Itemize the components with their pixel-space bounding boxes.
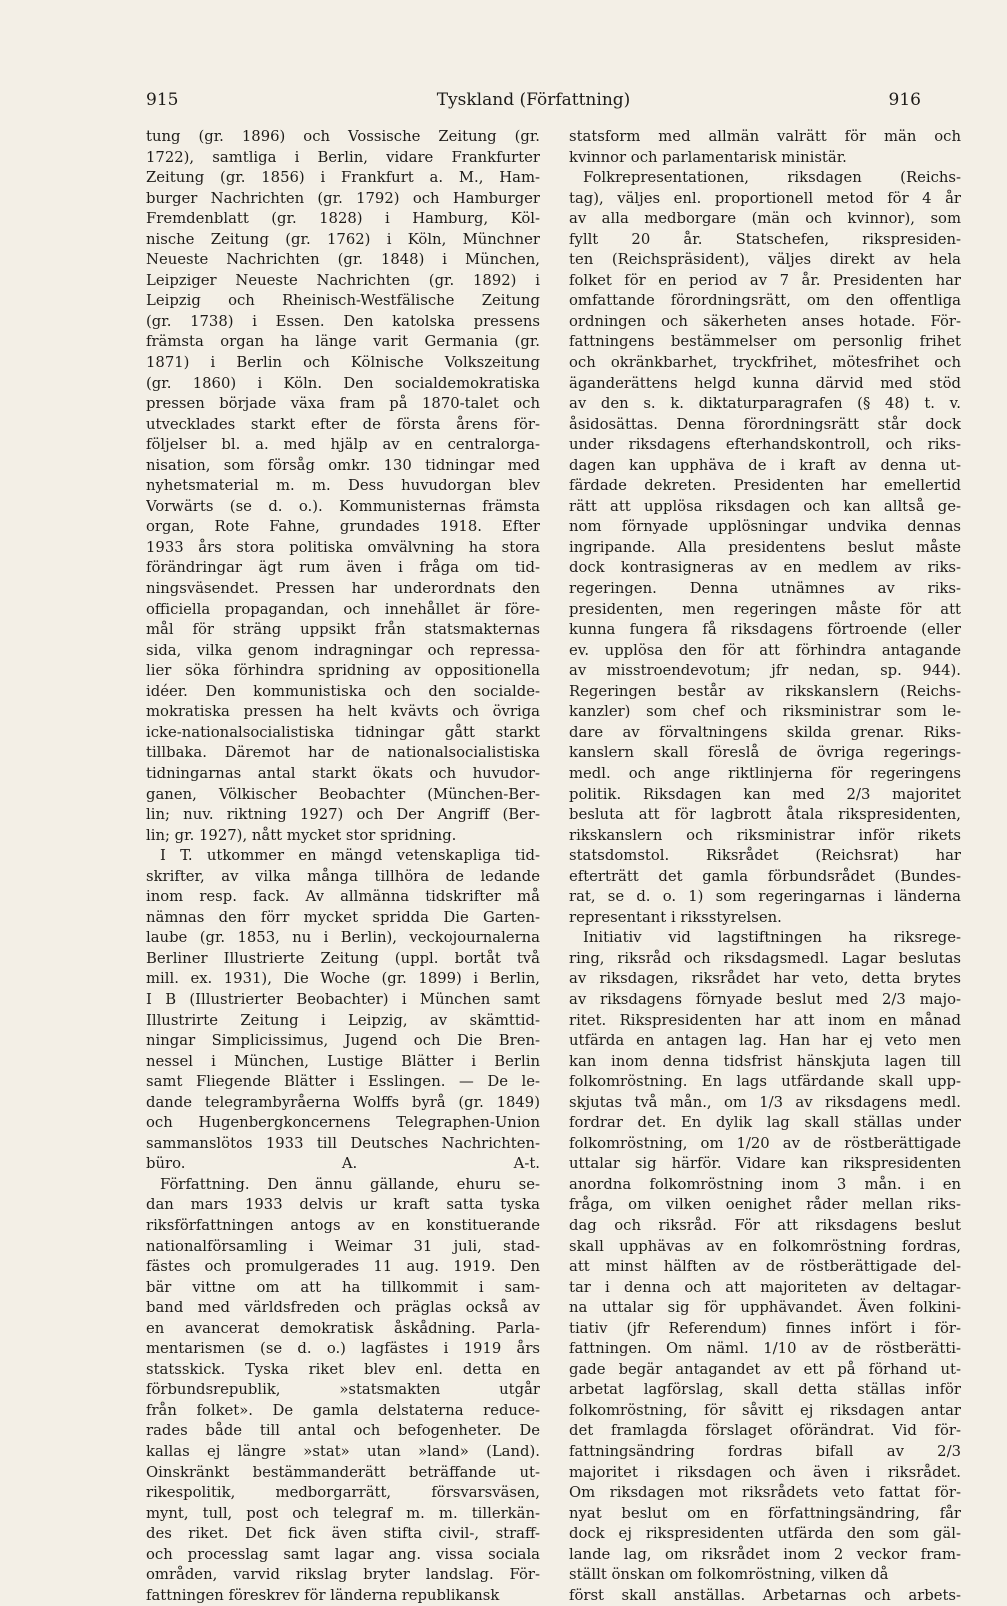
text-line: skall upphävas av en folkomröstning fordras, <box>569 1237 961 1255</box>
text-line: tiativ (jfr Referendum) finnes infört i för- <box>569 1319 961 1337</box>
text-line: 1871) i Berlin och Kölnische Volkszeitung <box>146 354 540 372</box>
text-line: Initiativ vid lagstiftningen ha riksrege- <box>583 929 961 947</box>
text-line: lin; gr. 1927), nått mycket stor spridning. <box>146 826 457 844</box>
text-line: äganderättens helgd kunna därvid med stöd <box>569 374 961 392</box>
text-line: anordna folkomröstning inom 3 mån. i en <box>569 1175 961 1193</box>
text-line: åsidosättas. Denna förordningsrätt står dock <box>569 415 961 433</box>
text-line: skrifter, av vilka många tillhöra de ledande <box>146 867 540 885</box>
text-line: nom förnyade upplösningar undvika dennas <box>569 518 961 536</box>
text-line: idéer. Den kommunistiska och den socialde- <box>146 682 540 700</box>
text-line: band med världsfreden och präglas också av <box>146 1299 540 1317</box>
text-line: na uttalar sig för upphävandet. Även folkini- <box>569 1299 961 1317</box>
text-line: rat, se d. o. 1) som regeringarnas i länderna <box>569 888 961 906</box>
text-line: utfärda en antagen lag. Han har ej veto men <box>569 1032 961 1050</box>
text-line: främsta organ ha länge varit Germania (gr. <box>146 333 540 351</box>
text-line: från folket». De gamla delstaterna reduce- <box>146 1401 540 1419</box>
text-line: lande lag, om riksrådet inom 2 veckor fram- <box>569 1545 961 1563</box>
text-line: fyllt 20 år. Statschefen, rikspresiden- <box>569 230 961 248</box>
text-line: ingripande. Alla presidentens beslut måste <box>569 538 961 556</box>
text-line: I B (Illustrierter Beobachter) i München samt <box>146 990 540 1008</box>
text-line: tag), väljes enl. proportionell metod för 4 år <box>569 189 961 207</box>
text-line: nessel i München, Lustige Blätter i Berlin <box>146 1052 540 1070</box>
left-text-column <box>146 127 540 1606</box>
text-line: rätt att upplösa riksdagen och kan alltså ge- <box>569 497 961 515</box>
text-line: Vorwärts (se d. o.). Kommunisternas främsta <box>146 497 540 515</box>
text-line: ningar Simplicissimus, Jugend och Die Bren- <box>146 1032 540 1050</box>
text-line: ten (Reichspräsident), väljes direkt av hela <box>569 251 961 269</box>
text-line: följelser bl. a. med hjälp av en centralorga- <box>146 436 540 454</box>
text-line: (gr. 1738) i Essen. Den katolska pressens <box>146 312 540 330</box>
text-line: ritet. Rikspresidenten har att inom en månad <box>569 1011 961 1029</box>
text-line: ordningen och säkerheten anses hotade. För- <box>569 312 961 330</box>
text-line: fattningens bestämmelser om personlig frihet <box>569 333 961 351</box>
text-line: rikespolitik, medborgarrätt, försvarsväsen, <box>146 1484 540 1502</box>
text-line: omfattande förordningsrätt, om den offentliga <box>569 292 961 310</box>
text-line: 1722), samtliga i Berlin, vidare Frankfurter <box>146 148 540 166</box>
text-line: majoritet i riksdagen och även i riksrådet. <box>569 1463 961 1481</box>
text-line: Oinskränkt bestämmanderätt beträffande ut- <box>146 1463 540 1481</box>
text-line: nyat beslut om en författningsändring, får <box>569 1504 961 1522</box>
text-line: Leipzig och Rheinisch-Westfälische Zeitung <box>146 292 540 310</box>
running-title: Tyskland (Författning) <box>436 90 631 110</box>
text-line: fattningsändring fordras bifall av 2/3 <box>569 1443 961 1460</box>
text-line: dan mars 1933 delvis ur kraft satta tyska <box>146 1196 540 1214</box>
text-line: Neueste Nachrichten (gr. 1848) i München, <box>146 251 540 269</box>
text-line: regeringen. Denna utnämnes av riks- <box>569 580 961 598</box>
text-line: rades både till antal och befogenheter. De <box>146 1422 540 1440</box>
right-text-column <box>569 127 961 1606</box>
text-line: kunna fungera få riksdagens förtroende (eller <box>569 621 961 639</box>
text-line: ganen, Völkischer Beobachter (München-Ber- <box>146 785 540 803</box>
text-line: Zeitung (gr. 1856) i Frankfurt a. M., Ham- <box>146 169 540 187</box>
text-line: nische Zeitung (gr. 1762) i Köln, Münchner <box>146 230 540 248</box>
text-line: icke-nationalsocialistiska tidningar gått starkt <box>146 723 540 741</box>
text-line: kan inom denna tidsfrist hänskjuta lagen till <box>569 1052 961 1070</box>
text-line: en avancerat demokratisk åskådning. Parla- <box>146 1319 540 1337</box>
text-line: dare av förvaltningens skilda grenar. Riks- <box>569 723 961 741</box>
text-line: ev. upplösa den för att förhindra antagande <box>569 641 961 659</box>
right-page-number: 916 <box>888 90 921 110</box>
text-line: nämnas den förr mycket spridda Die Garten- <box>146 908 540 926</box>
text-line: fästes och promulgerades 11 aug. 1919. Den <box>146 1258 540 1276</box>
text-line: av riksdagen, riksrådet har veto, detta brytes <box>569 970 961 988</box>
text-line: ningsväsendet. Pressen har underordnats den <box>146 580 540 598</box>
text-line: inom resp. fack. Av allmänna tidskrifter må <box>146 888 540 906</box>
text-line: Illustrirte Zeitung i Leipzig, av skämttid- <box>146 1011 540 1029</box>
text-line: folkomröstning, för såvitt ej riksdagen antar <box>569 1401 961 1419</box>
text-line: folkomröstning, om 1/20 av de röstberättigade <box>569 1134 961 1152</box>
text-line: av riksdagens förnyade beslut med 2/3 majo- <box>569 990 961 1008</box>
text-line: officiella propagandan, och innehållet är före- <box>146 600 540 618</box>
text-line: Leipziger Neueste Nachrichten (gr. 1892) i <box>146 271 540 289</box>
text-line: des riket. Det fick även stifta civil-, straff- <box>146 1525 540 1543</box>
text-line: lin; nuv. riktning 1927) och Der Angriff (Ber- <box>146 806 540 824</box>
text-line: av alla medborgare (män och kvinnor), som <box>569 210 961 228</box>
text-line: dagen kan upphäva de i kraft av denna ut- <box>569 456 961 474</box>
text-line: kvinnor och parlamentarisk ministär. <box>569 148 847 166</box>
text-line: områden, varvid rikslag bryter landslag. För- <box>146 1566 540 1584</box>
text-line: I T. utkommer en mängd vetenskapliga tid- <box>160 847 540 865</box>
text-line: tillbaka. Däremot har de nationalsocialistiska <box>146 744 540 762</box>
text-line: och Hugenbergkoncernens Telegraphen-Union <box>146 1114 540 1132</box>
text-line: av den s. k. diktaturparagrafen (§ 48) t. v. <box>569 395 961 413</box>
text-line: representant i riksstyrelsen. <box>569 908 782 926</box>
text-line: organ, Rote Fahne, grundades 1918. Efter <box>146 518 540 536</box>
text-line: bär vittne om att ha tillkommit i sam- <box>146 1278 540 1296</box>
text-line: av misstroendevotum; jfr nedan, sp. 944). <box>569 662 961 680</box>
text-line: Berliner Illustrierte Zeitung (uppl. bortåt två <box>146 949 540 967</box>
page-header <box>146 90 921 120</box>
text-line: riksförfattningen antogs av en konstituerande <box>146 1216 540 1234</box>
left-page-number: 915 <box>146 90 179 110</box>
text-line: mål för sträng uppsikt från statsmakternas <box>146 621 540 639</box>
text-line: statsskick. Tyska riket blev enl. detta en <box>146 1360 540 1378</box>
text-line: statsform med allmän valrätt för män och <box>569 128 961 145</box>
text-line: ring, riksråd och riksdagsmedl. Lagar beslutas <box>569 949 961 967</box>
text-line: uttalar sig härför. Vidare kan rikspresidenten <box>569 1155 961 1173</box>
text-line: kallas ej längre »stat» utan »land» (Land). <box>146 1443 540 1460</box>
text-line: lier söka förhindra spridning av oppositionella <box>146 662 540 680</box>
text-line: sammanslötos 1933 till Deutsches Nachrichten- <box>146 1134 540 1152</box>
text-line: nisation, som försåg omkr. 130 tidningar med <box>146 456 540 474</box>
text-line: dock kontrasigneras av en medlem av riks- <box>569 559 961 577</box>
text-line: folket för en period av 7 år. Presidenten har <box>569 271 961 289</box>
text-line: dock ej rikspresidenten utfärda den som gäl- <box>569 1525 961 1543</box>
text-line: tar i denna och att majoriteten av deltagar- <box>569 1278 961 1296</box>
text-line: mokratiska pressen ha helt kvävts och övriga <box>146 703 540 721</box>
text-line: nyhetsmaterial m. m. Dess huvudorgan blev <box>146 477 540 495</box>
text-line: först skall anställas. Arbetarnas och arbets- <box>569 1586 961 1604</box>
text-line: mynt, tull, post och telegraf m. m. tillerkän- <box>146 1504 540 1522</box>
text-line: mill. ex. 1931), Die Woche (gr. 1899) i Berlin, <box>146 970 540 988</box>
text-line: fattningen. Om näml. 1/10 av de röstberätti- <box>569 1340 961 1358</box>
text-line: laube (gr. 1853, nu i Berlin), veckojournalerna <box>146 929 540 947</box>
text-line: fråga, om vilken oenighet råder mellan riks- <box>569 1196 961 1214</box>
text-line: statsdomstol. Riksrådet (Reichsrat) har <box>569 847 961 865</box>
text-line: gade begär antagandet av ett på förhand ut- <box>569 1360 961 1378</box>
text-line: kanslern skall föreslå de övriga regerings- <box>569 744 961 762</box>
text-line: burger Nachrichten (gr. 1792) och Hamburger <box>146 189 540 207</box>
text-line: medl. och ange riktlinjerna för regeringens <box>569 764 961 782</box>
text-line: samt Fliegende Blätter i Esslingen. — De le- <box>146 1073 540 1091</box>
text-line: Regeringen består av rikskanslern (Reichs- <box>569 682 961 700</box>
text-line: och processlag samt lagar ang. vissa sociala <box>146 1545 540 1563</box>
text-line: utvecklades starkt efter de första årens för- <box>146 415 540 433</box>
text-line: besluta att för lagbrott åtala rikspresidenten, <box>569 806 961 824</box>
text-line: Folkrepresentationen, riksdagen (Reichs- <box>583 169 961 187</box>
text-line: fordrar det. En dylik lag skall ställas under <box>569 1114 961 1132</box>
text-line: skjutas två mån., om 1/3 av riksdagens medl. <box>569 1093 961 1111</box>
text-line: folkomröstning. En lags utfärdande skall upp- <box>569 1073 961 1091</box>
text-line: dande telegrambyråerna Wolffs byrå (gr. 1849) <box>146 1093 540 1111</box>
text-line: politik. Riksdagen kan med 2/3 majoritet <box>569 785 961 803</box>
text-line: kanzler) som chef och riksministrar som le- <box>569 703 961 721</box>
text-line: efterträtt det gamla förbundsrådet (Bundes- <box>569 867 961 885</box>
text-line: förbundsrepublik, »statsmakten utgår <box>146 1381 540 1399</box>
text-line: arbetat lagförslag, skall detta ställas inför <box>569 1381 961 1399</box>
text-line: och okränkbarhet, tryckfrihet, mötesfrihet och <box>569 354 961 372</box>
text-line: nationalförsamling i Weimar 31 juli, stad- <box>146 1237 540 1255</box>
text-line: tidningarnas antal starkt ökats och huvudor- <box>146 764 540 782</box>
text-line: ställt önskan om folkomröstning, vilken då <box>569 1566 889 1584</box>
text-line: rikskanslern och riksministrar inför rikets <box>569 826 961 844</box>
text-line: sida, vilka genom indragningar och repressa- <box>146 641 540 659</box>
text-line: presidenten, men regeringen måste för att <box>569 600 961 618</box>
text-line: dag och riksråd. För att riksdagens beslut <box>569 1216 961 1234</box>
text-line: 1933 års stora politiska omvälvning ha stora <box>146 538 540 556</box>
text-line: (gr. 1860) i Köln. Den socialdemokratiska <box>146 374 540 392</box>
text-line: tung (gr. 1896) och Vossische Zeitung (gr. <box>146 128 540 145</box>
text-line: förändringar ägt rum även i fråga om tid- <box>146 559 540 577</box>
text-line: büro. A. A-t. <box>146 1155 540 1173</box>
text-line: pressen började växa fram på 1870-talet och <box>146 395 540 413</box>
text-line: att minst hälften av de röstberättigade del- <box>569 1258 961 1276</box>
text-line: under riksdagens efterhandskontroll, och riks- <box>569 436 961 454</box>
text-line: det framlagda förslaget oförändrat. Vid för- <box>569 1422 961 1440</box>
text-line: mentarismen (se d. o.) lagfästes i 1919 års <box>146 1340 540 1358</box>
text-line: färdade dekreten. Presidenten har emellertid <box>569 477 961 495</box>
text-line: Fremdenblatt (gr. 1828) i Hamburg, Köl- <box>146 210 540 228</box>
text-line: Om riksdagen mot riksrådets veto fattat för- <box>569 1484 961 1502</box>
text-line: Författning. Den ännu gällande, ehuru se- <box>160 1175 540 1193</box>
text-line: fattningen föreskrev för länderna republikansk <box>146 1586 500 1604</box>
